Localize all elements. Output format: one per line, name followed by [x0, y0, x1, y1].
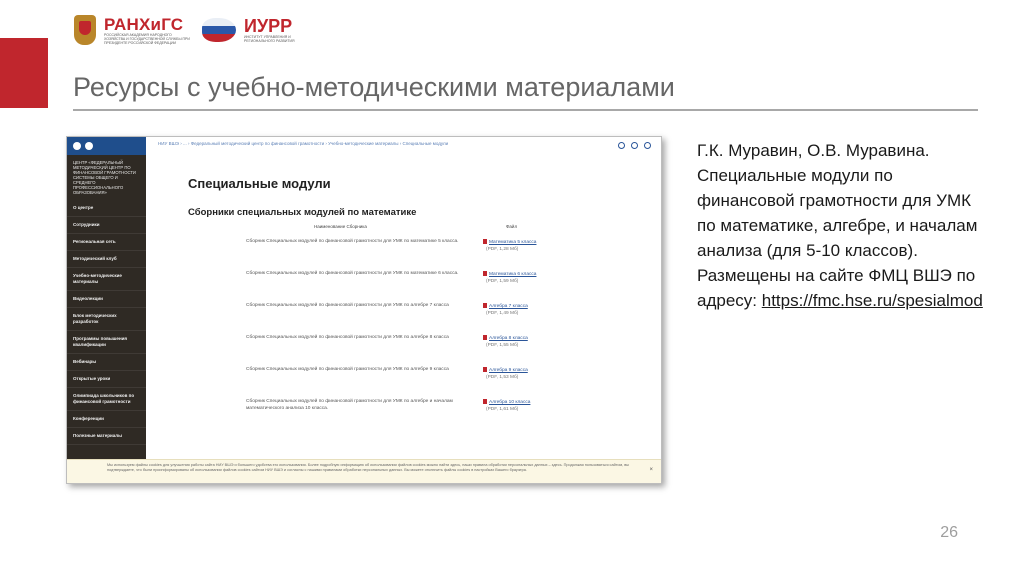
screenshot-main: [146, 137, 661, 461]
sidebar-menu: [67, 200, 146, 445]
module-name: Сборник Специальных модулей по финансовой грамотности для УМК по алгебре 7 класса: [246, 303, 449, 308]
ranhigs-emblem-icon: [74, 15, 96, 45]
file-link-text: Алгебра 10 класса: [489, 400, 531, 405]
column-header-file: Файл: [506, 224, 518, 229]
ranhigs-logo-subtext: РОССИЙСКАЯ АКАДЕМИЯ НАРОДНОГО ХОЗЯЙСТВА И ГОСУДАРСТВЕННОЙ СЛУЖБЫ ПРИ ПРЕЗИДЕНТЕ РОССИЙСКОЙ ФЕДЕРАЦИИ: [104, 32, 190, 45]
sidebar-item: О центре: [67, 200, 146, 217]
sidebar-item: Региональная сеть: [67, 234, 146, 251]
sidebar-item: Сотрудники: [67, 217, 146, 234]
iurr-logo-subtext: ИНСТИТУТ УПРАВЛЕНИЯ И РЕГИОНАЛЬНОГО РАЗВИТИЯ: [244, 35, 295, 43]
pdf-icon: [483, 399, 487, 404]
hse-logo-icon: [85, 142, 93, 150]
module-name: Сборник Специальных модулей по финансовой грамотности для УМК по алгебре 9 класса: [246, 367, 449, 372]
sidebar-top-icons: [67, 137, 146, 155]
file-link-text: Алгебра 9 класса: [489, 368, 528, 373]
ranhigs-logo-text: РАНХиГС: [104, 14, 184, 34]
page-heading: Специальные модули: [188, 176, 331, 191]
table-row: [246, 235, 646, 267]
toolbar-icons: [618, 142, 651, 149]
file-link: [483, 303, 528, 310]
file-size: (PDF, 1,53 Мб): [486, 375, 519, 380]
description-text: [697, 138, 987, 313]
module-name: Сборник Специальных модулей по финансовой грамотности для УМК по математике 5 класса.: [246, 239, 459, 244]
column-header-name: Наименование Сборника: [314, 224, 367, 229]
ranhigs-logo: [104, 16, 190, 45]
breadcrumb: НИУ ВШЭ › ... › Федеральный методический центр по финансовой грамотности › Учебно-методические материалы › Специальные модули: [158, 141, 449, 146]
cookie-close-icon: ×: [649, 467, 653, 473]
file-link-text: Математика 5 класса: [489, 240, 537, 245]
file-size: (PDF, 1,61 Мб): [486, 407, 519, 412]
iurr-logo-text: ИУРР: [244, 16, 293, 36]
table-row: [246, 267, 646, 299]
screenshot-sidebar: [67, 137, 146, 461]
search-icon: [644, 142, 651, 149]
cookie-text: Мы используем файлы cookies для улучшения работы сайта НИУ ВШЭ и большего удобства его использования. Более подробную информацию об использовании файлов cookies можно найти здесь, наши правила обработки персональных данных – здесь. Продолжая пользоваться сайтом, вы подтверждаете, что были проинформированы об использовании файлов cookies сайтом НИУ ВШЭ и согласны с нашими правилами обработки персональных данных. Вы можете отключить файлы cookies в настройках Вашего браузера.: [107, 463, 629, 472]
sidebar-item: Учебно-методические материалы: [67, 268, 146, 291]
module-name: Сборник Специальных модулей по финансовой грамотности для УМК по алгебре и началам математического анализа 10 класса.: [246, 399, 453, 411]
pdf-icon: [483, 271, 487, 276]
pdf-icon: [483, 239, 487, 244]
file-link: [483, 271, 536, 278]
menu-icon: [73, 142, 81, 150]
module-name: Сборник Специальных модулей по финансовой грамотности для УМК по математике 6 класса.: [246, 271, 459, 276]
location-line: Размещены на сайте ФМЦ ВШЭ по адресу:: [697, 266, 976, 310]
accent-bar: [0, 38, 48, 108]
page-subheading: Сборники специальных модулей по математике: [188, 207, 417, 218]
website-screenshot: [66, 136, 662, 484]
modules-line: Специальные модули по финансовой грамотности для УМК по математике, алгебре, и началам анализа (для 5-10 классов).: [697, 166, 978, 260]
sidebar-description: ЦЕНТР «ФЕДЕРАЛЬНЫЙ МЕТОДИЧЕСКИЙ ЦЕНТР ПО ФИНАНСОВОЙ ГРАМОТНОСТИ СИСТЕМЫ ОБЩЕГО И СРЕДНЕГО ПРОФЕССИОНАЛЬНОГО ОБРАЗОВАНИЯ»: [73, 160, 136, 195]
table-row: [246, 395, 646, 427]
file-size: (PDF, 1,28 Мб): [486, 247, 519, 252]
page-number: 26: [940, 524, 958, 541]
eye-icon: [618, 142, 625, 149]
file-link: [483, 239, 536, 246]
file-link-text: Алгебра 7 класса: [489, 304, 528, 309]
module-name: Сборник Специальных модулей по финансовой грамотности для УМК по алгебре 8 класса: [246, 335, 449, 340]
cookie-banner: [67, 459, 661, 483]
file-size: (PDF, 1,59 Мб): [486, 279, 519, 284]
pdf-icon: [483, 303, 487, 308]
modules-table: [246, 235, 646, 427]
sidebar-item: Видеолекции: [67, 291, 146, 308]
pdf-icon: [483, 367, 487, 372]
file-link-text: Алгебра 8 класса: [489, 336, 528, 341]
slide-title: Ресурсы с учебно-методическими материалами: [73, 72, 675, 102]
authors-line: Г.К. Муравин, О.В. Муравина.: [697, 141, 930, 160]
file-link-text: Математика 6 класса: [489, 272, 537, 277]
file-link: [483, 367, 528, 374]
file-link: [483, 335, 528, 342]
title-divider: [73, 109, 978, 111]
file-size: (PDF, 1,49 Мб): [486, 311, 519, 316]
sidebar-item: Открытые уроки: [67, 371, 146, 388]
sidebar-item: Конференции: [67, 411, 146, 428]
sidebar-item: Методический клуб: [67, 251, 146, 268]
iurr-logo: [244, 17, 304, 43]
sidebar-item: Олимпиада школьников по финансовой грамотности: [67, 388, 146, 411]
sidebar-item: Блок методических разработок: [67, 308, 146, 331]
table-row: [246, 363, 646, 395]
file-size: (PDF, 1,55 Мб): [486, 343, 519, 348]
pdf-icon: [483, 335, 487, 340]
header-logos: [74, 10, 304, 50]
sidebar-item: Полезные материалы: [67, 428, 146, 445]
table-row: [246, 331, 646, 363]
globe-icon: [631, 142, 638, 149]
resource-link: https://fmc.hse.ru/spesialmod: [761, 291, 983, 310]
sidebar-item: Вебинары: [67, 354, 146, 371]
sidebar-item: Программы повышения квалификации: [67, 331, 146, 354]
iurr-flag-icon: [202, 18, 236, 42]
file-link: [483, 399, 530, 406]
table-row: [246, 299, 646, 331]
